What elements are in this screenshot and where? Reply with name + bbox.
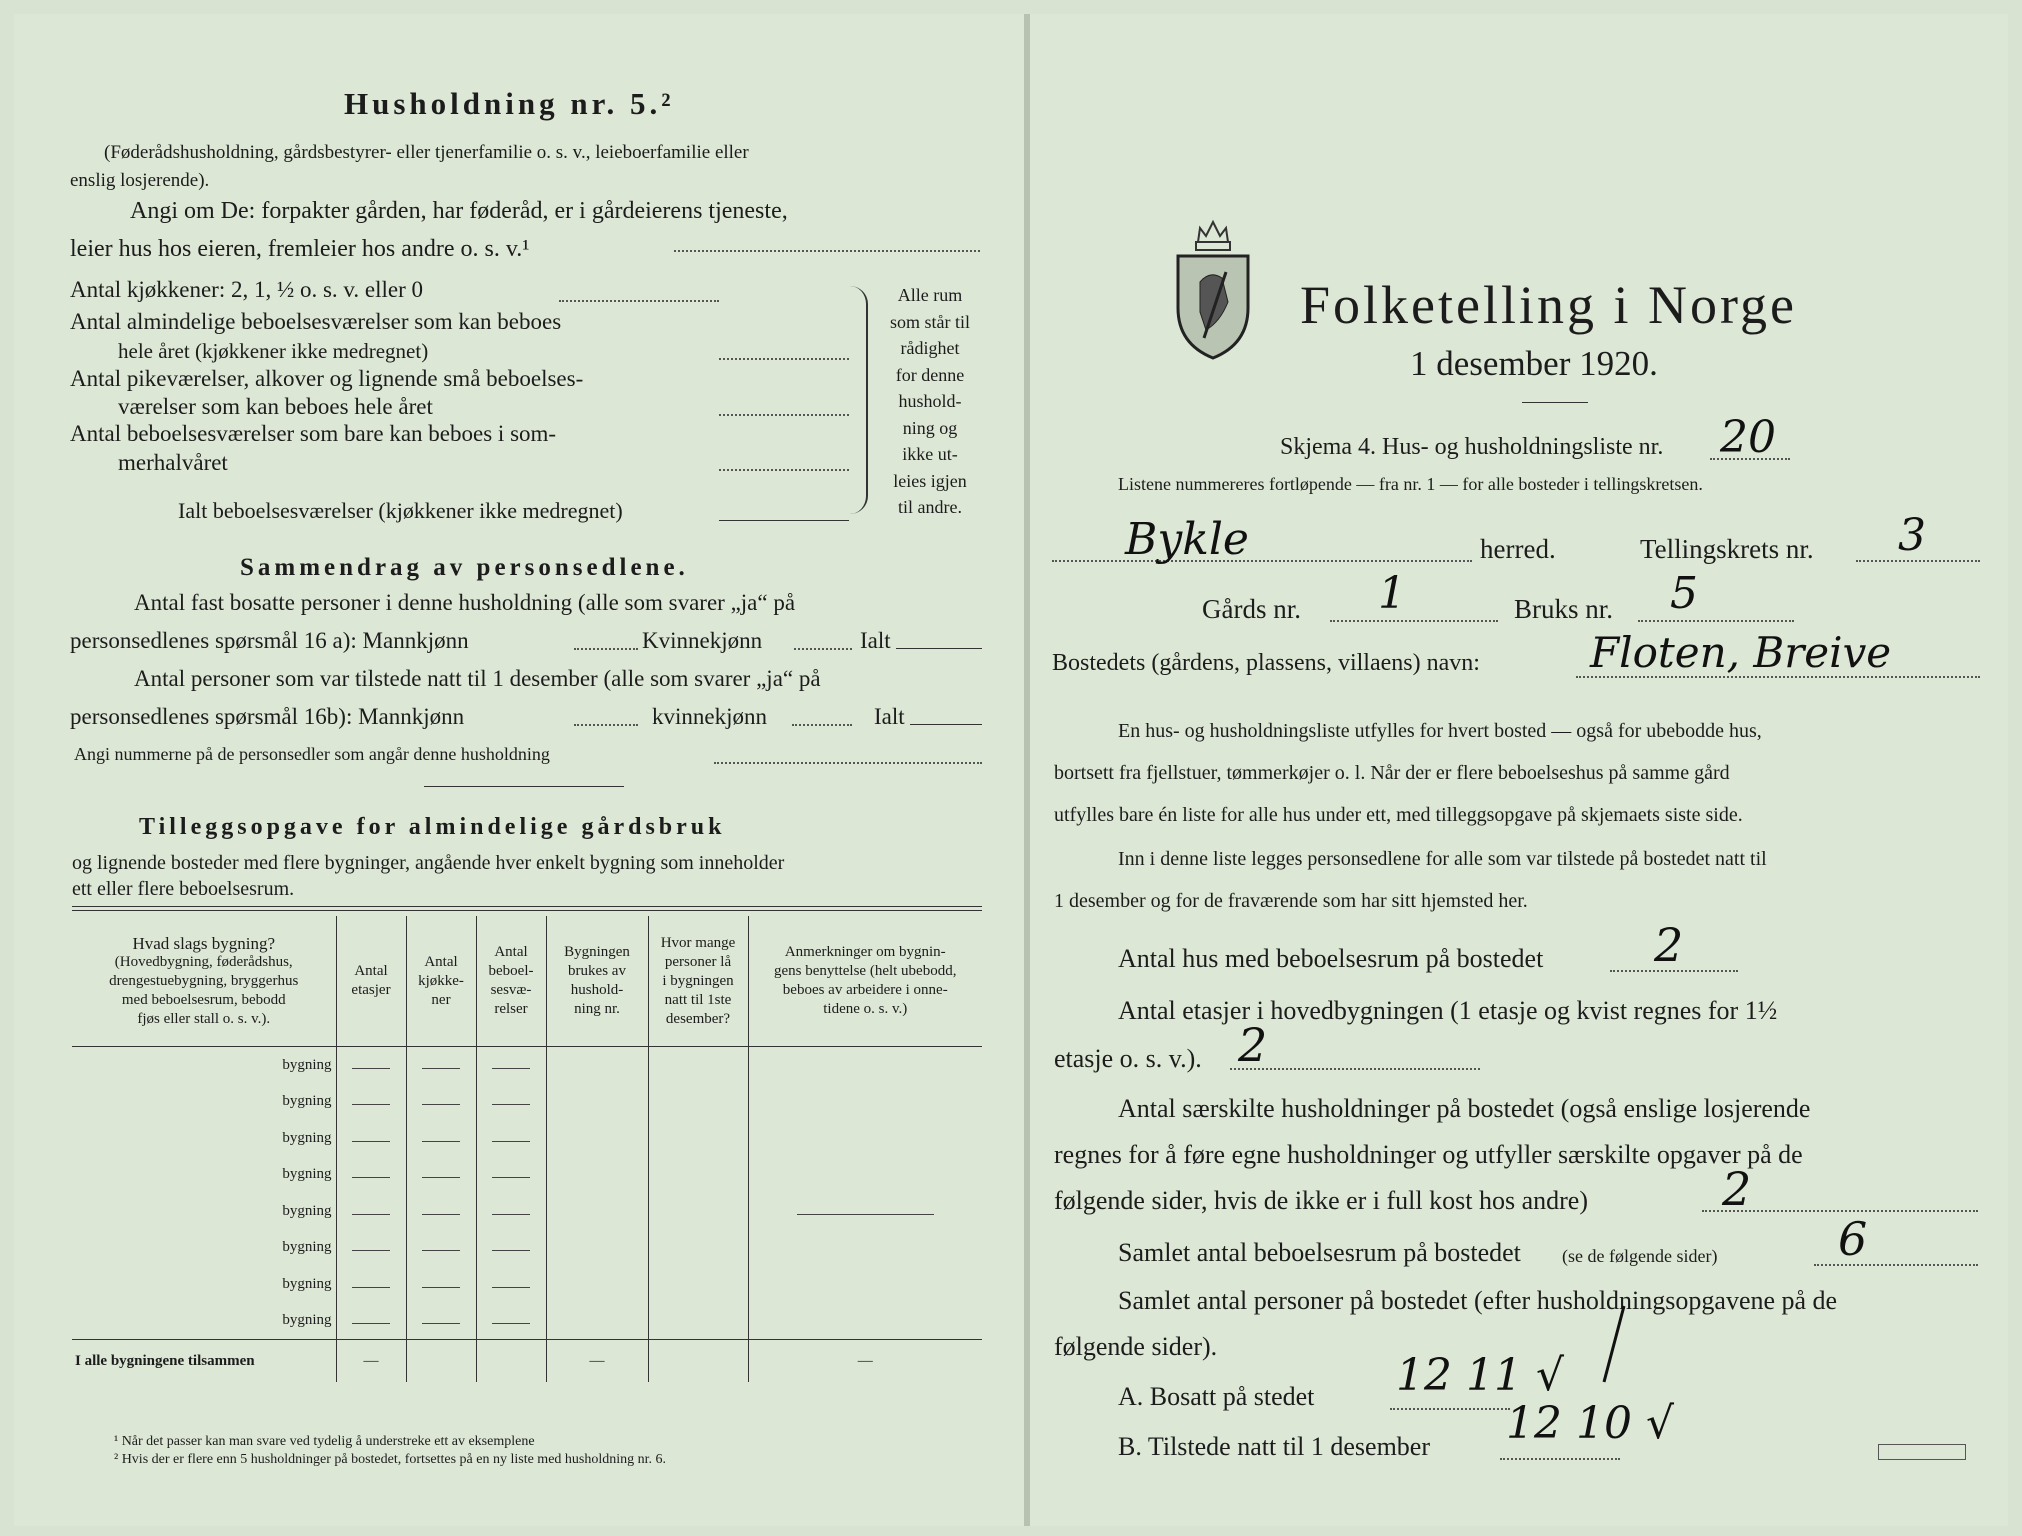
bosted-value: Floten, Breive bbox=[1590, 628, 1892, 677]
bruks-line bbox=[1638, 620, 1794, 622]
hush-line-1: Antal særskilte husholdninger på bostedet (også enslige losjerende bbox=[1118, 1094, 1811, 1123]
hush-line-3: følgende sider, hvis de ikke er i full kost hos andre) bbox=[1054, 1186, 1588, 1215]
herred-label: herred. bbox=[1480, 534, 1556, 564]
gards-line bbox=[1330, 620, 1498, 622]
row-label: bygning bbox=[282, 1202, 332, 1219]
intro-line-2: enslig losjerende). bbox=[70, 170, 210, 191]
etasjer-blank bbox=[1230, 1068, 1480, 1070]
herred-value: Bykle bbox=[1125, 514, 1249, 565]
rooms-summer-2: merhalvåret bbox=[118, 450, 228, 475]
col-kitchens: Antal kjøkke- ner bbox=[406, 916, 476, 1047]
summary-line-1: Antal fast bosatte personer i denne husholdning (alle som svarer „ja“ på bbox=[134, 590, 796, 615]
herred-line bbox=[1052, 560, 1472, 562]
rooms-small-2: værelser som kan beboes hele året bbox=[118, 394, 433, 419]
table-row bbox=[72, 1084, 982, 1121]
intro-line-1: (Føderådshusholdning, gårdsbestyrer- eller tjenerfamilie o. s. v., leieboerfamilie eller bbox=[104, 142, 749, 163]
hush-line-2: regnes for å føre egne husholdninger og utfyller særskilte opgaver på de bbox=[1054, 1140, 1803, 1169]
brace bbox=[850, 286, 868, 514]
summary-total-blank bbox=[896, 648, 982, 649]
hush-value: 2 bbox=[1722, 1162, 1752, 1216]
summary-title: Sammendrag av personsedlene. bbox=[240, 554, 689, 581]
col-rooms: Antal beboel- sesvæ- relser bbox=[476, 916, 546, 1047]
summary-line-3: Antal personer som var tilstede natt til 1 desember (alle som svarer „ja“ på bbox=[134, 666, 821, 691]
total-floors: — bbox=[336, 1340, 406, 1383]
schema-value: 20 bbox=[1720, 412, 1776, 463]
table-row bbox=[72, 1120, 982, 1157]
table-total-row bbox=[72, 1340, 982, 1383]
row-label: bygning bbox=[282, 1275, 332, 1292]
schema-label: Skjema 4. Hus- og husholdningsliste nr. bbox=[1280, 434, 1664, 460]
a-blank bbox=[1390, 1408, 1510, 1410]
form-title: Folketelling i Norge bbox=[1300, 275, 1797, 335]
summary-male-blank bbox=[574, 648, 638, 650]
summary-line-4b: kvinnekjønn bbox=[652, 704, 767, 729]
summer-blank bbox=[719, 469, 849, 471]
summary-line-4a: personsedlenes spørsmål 16b): Mannkjønn bbox=[70, 704, 465, 729]
angi-line-2: leier hus hos eieren, fremleier hos andre o. s. v.¹ bbox=[70, 236, 530, 262]
coat-of-arms-icon bbox=[1170, 212, 1256, 362]
bruks-value: 5 bbox=[1670, 568, 1698, 619]
title-divider bbox=[1522, 402, 1588, 403]
rooms-total: Ialt beboelsesværelser (kjøkkener ikke medregnet) bbox=[178, 498, 623, 523]
printer-stamp bbox=[1878, 1444, 1966, 1460]
row-label: bygning bbox=[282, 1129, 332, 1146]
rooms-ordinary-1: Antal almindelige beboelsesværelser som kan beboes bbox=[70, 309, 562, 334]
table-row bbox=[72, 1266, 982, 1303]
rum-note: (se de følgende sider) bbox=[1562, 1246, 1718, 1266]
rum-value: 6 bbox=[1838, 1212, 1868, 1266]
krets-label: Tellingskrets nr. bbox=[1640, 534, 1814, 564]
buildings-table bbox=[72, 916, 982, 1382]
row-label: bygning bbox=[282, 1312, 332, 1329]
angi-blank bbox=[674, 250, 980, 252]
col-building-type: Hvad slags bygning? (Hovedbygning, føderådshus, drengestuebygning, bryggerhus med beboelsesrum, bebodd fjøs eller stall o. s. v.). bbox=[72, 916, 336, 1047]
table-top-rule bbox=[72, 906, 982, 911]
col-household-no: Bygningen brukes av hushold- ning nr. bbox=[546, 916, 648, 1047]
instruction-4: Inn i denne liste legges personsedlene for alle som var tilstede på bostedet natt til bbox=[1118, 848, 1767, 870]
rum-label: Samlet antal beboelsesrum på bostedet bbox=[1118, 1238, 1521, 1267]
household-title: Husholdning nr. 5.² bbox=[344, 86, 675, 121]
summary-female-blank bbox=[794, 648, 852, 650]
footnote-1: ¹ Når det passer kan man svare ved tydelig å understreke ett av eksemplene bbox=[114, 1434, 535, 1449]
summary-line-2a: personsedlenes spørsmål 16 a): Mannkjønn bbox=[70, 628, 469, 653]
small-blank bbox=[719, 414, 849, 416]
total-blank bbox=[719, 520, 849, 521]
gards-value: 1 bbox=[1378, 568, 1406, 619]
gards-label: Gårds nr. bbox=[1202, 594, 1301, 624]
left-page bbox=[14, 14, 1024, 1526]
hus-label: Antal hus med beboelsesrum på bostedet bbox=[1118, 944, 1544, 973]
present-female-blank bbox=[792, 724, 852, 726]
side-note: Alle rum som står til rådighet for denne hushold- ning og ikke ut- leies igjen til andre. bbox=[890, 285, 970, 517]
a-value: 12 11 √ bbox=[1396, 1350, 1564, 1401]
summary-line-2c: Ialt bbox=[860, 628, 891, 653]
col-persons: Hvor mange personer lå i bygningen natt til 1ste desember? bbox=[648, 916, 748, 1047]
instruction-2: bortsett fra fjellstuer, tømmerkøjer o. l. Når der er flere beboelseshus på samme gård bbox=[1054, 762, 1730, 784]
table-row bbox=[72, 1047, 982, 1084]
summary-line-2b: Kvinnekjønn bbox=[642, 628, 763, 653]
rooms-kitchens: Antal kjøkkener: 2, 1, ½ o. s. v. eller 0 bbox=[70, 277, 424, 302]
instruction-1: En hus- og husholdningsliste utfylles for hvert bosted — også for ubebodde hus, bbox=[1118, 720, 1762, 742]
angi-line-1: Angi om De: forpakter gården, har føderåd, er i gårdeierens tjeneste, bbox=[130, 198, 788, 224]
table-row bbox=[72, 1230, 982, 1267]
col-remarks: Anmerkninger om bygnin- gens benyttelse (helt ubebodd, beboes av arbeidere i onne- tidene o. s. v.) bbox=[748, 916, 982, 1047]
table-row bbox=[72, 1193, 982, 1230]
krets-value: 3 bbox=[1898, 510, 1926, 561]
row-label: bygning bbox=[282, 1239, 332, 1256]
present-total-blank bbox=[910, 724, 982, 725]
total-remarks: — bbox=[748, 1340, 982, 1383]
rooms-small-1: Antal pikeværelser, alkover og lignende små beboelses- bbox=[70, 366, 584, 391]
supplement-line-2: ett eller flere beboelsesrum. bbox=[72, 878, 295, 900]
row-label: bygning bbox=[282, 1093, 332, 1110]
kitchens-blank bbox=[559, 300, 719, 302]
bosted-label: Bostedets (gårdens, plassens, villaens) navn: bbox=[1052, 650, 1480, 676]
persons-line-2: følgende sider). bbox=[1054, 1332, 1218, 1361]
row-label: bygning bbox=[282, 1166, 332, 1183]
row-label: bygning bbox=[282, 1056, 332, 1073]
right-page bbox=[1030, 14, 2008, 1526]
summary-line-4c: Ialt bbox=[874, 704, 905, 729]
etasjer-value: 2 bbox=[1238, 1018, 1268, 1072]
numbering-note: Listene nummereres fortløpende — fra nr. 1 — for alle bosteder i tellingskretsen. bbox=[1118, 474, 1703, 494]
b-label: B. Tilstede natt til 1 desember bbox=[1118, 1432, 1430, 1461]
bruks-label: Bruks nr. bbox=[1514, 594, 1614, 624]
instruction-5: 1 desember og for de fraværende som har sitt hjemsted her. bbox=[1054, 890, 1528, 912]
section-divider bbox=[424, 786, 624, 787]
present-male-blank bbox=[574, 724, 638, 726]
checkmark-icon bbox=[1598, 1304, 1628, 1384]
instruction-3: utfylles bare én liste for alle hus under ett, med tilleggsopgave på skjemaets siste side. bbox=[1054, 804, 1743, 826]
numbers-blank bbox=[714, 762, 982, 764]
etasjer-line-2: etasje o. s. v.). bbox=[1054, 1044, 1202, 1073]
footnote-2: ² Hvis der er flere enn 5 husholdninger på bostedet, fortsettes på en ny liste med husholdning nr. 6. bbox=[114, 1452, 667, 1467]
total-household: — bbox=[546, 1340, 648, 1383]
form-date: 1 desember 1920. bbox=[1410, 344, 1658, 383]
summary-line-5: Angi nummerne på de personsedler som angår denne husholdning bbox=[74, 744, 550, 764]
table-header-row bbox=[72, 916, 982, 1047]
rooms-ordinary-2: hele året (kjøkkener ikke medregnet) bbox=[118, 339, 429, 363]
ordinary-blank bbox=[719, 358, 849, 360]
table-row bbox=[72, 1157, 982, 1194]
hus-value: 2 bbox=[1654, 918, 1684, 972]
b-value: 12 10 √ bbox=[1506, 1398, 1674, 1449]
total-label: I alle bygningene tilsammen bbox=[72, 1340, 336, 1383]
col-floors: Antal etasjer bbox=[336, 916, 406, 1047]
persons-line-1: Samlet antal personer på bostedet (efter husholdningsopgavene på de bbox=[1118, 1286, 1838, 1315]
supplement-line-1: og lignende bosteder med flere bygninger, angående hver enkelt bygning som inneholder bbox=[72, 852, 785, 874]
etasjer-line-1: Antal etasjer i hovedbygningen (1 etasje og kvist regnes for 1½ bbox=[1118, 996, 1778, 1025]
table-row bbox=[72, 1303, 982, 1340]
supplement-title: Tilleggsopgave for almindelige gårdsbruk bbox=[139, 814, 726, 840]
rooms-summer-1: Antal beboelsesværelser som bare kan beboes i som- bbox=[70, 421, 557, 446]
a-label: A. Bosatt på stedet bbox=[1118, 1382, 1315, 1411]
b-blank bbox=[1500, 1458, 1620, 1460]
